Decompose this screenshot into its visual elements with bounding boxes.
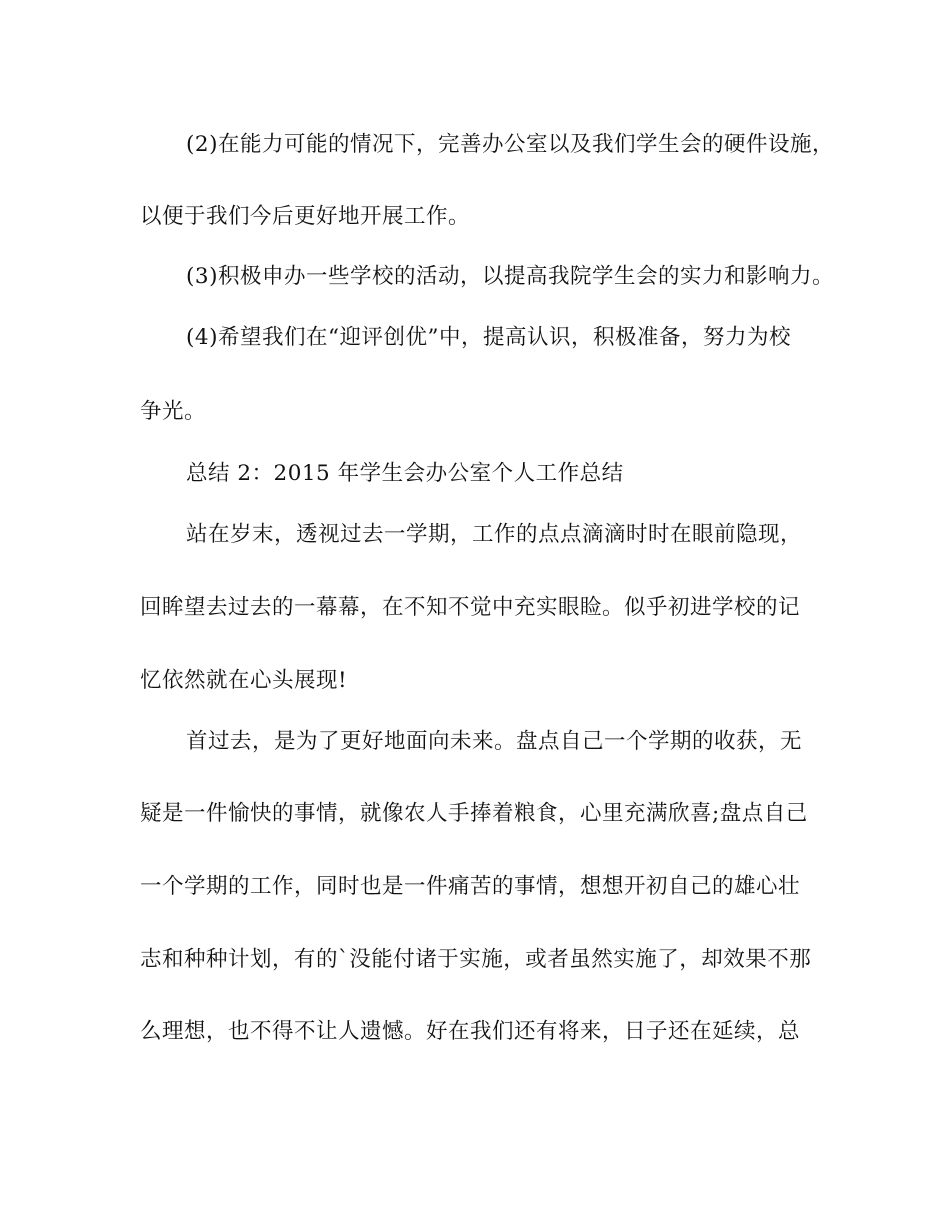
section-heading: 总结 2：2015 年学生会办公室个人工作总结 [186,461,624,486]
text-line: (4)希望我们在“迎评创优”中，提高认识，积极准备，努力为校 [186,325,791,350]
text-line: (2)在能力可能的情况下，完善办公室以及我们学生会的硬件设施， [186,132,834,157]
text-line: 以便于我们今后更好地开展工作。 [140,204,471,229]
text-line: 站在岁末，透视过去一学期，工作的点点滴滴时时在眼前隐现， [186,522,803,547]
text-line: 么理想，也不得不让人遗憾。好在我们还有将来，日子还在延续，总 [140,1019,801,1044]
text-line: 忆依然就在心头展现! [140,668,348,693]
text-line: 首过去，是为了更好地面向未来。盘点自己一个学期的收获，无 [186,729,803,754]
text-line: (3)积极申办一些学校的活动，以提高我院学生会的实力和影响力。 [186,264,834,289]
text-line: 争光。 [140,399,207,424]
text-line: 疑是一件愉快的事情，就像农人手捧着粮食，心里充满欣喜;盘点自己 [140,801,808,826]
text-line: 回眸望去过去的一幕幕，在不知不觉中充实眼睑。似乎初进学校的记 [140,595,801,620]
text-line: 志和种种计划，有的`没能付诸于实施，或者虽然实施了，却效果不那 [140,947,812,972]
text-line: 一个学期的工作，同时也是一件痛苦的事情，想想开初自己的雄心壮 [140,874,801,899]
